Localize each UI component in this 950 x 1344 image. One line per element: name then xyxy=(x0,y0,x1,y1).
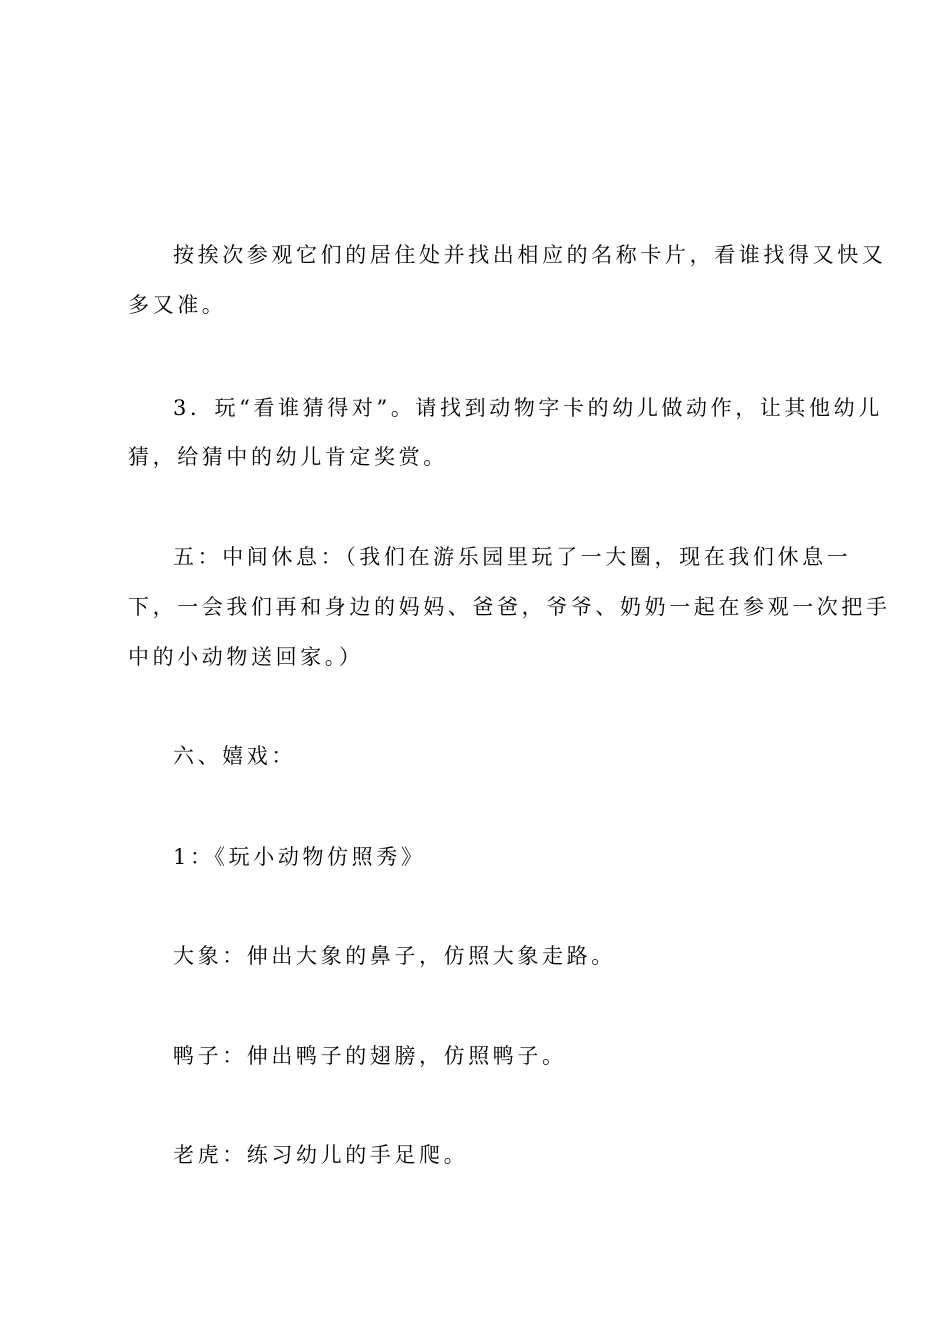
paragraph-6-line-1: 大象：伸出大象的鼻子，仿照大象走路。 xyxy=(173,944,616,968)
paragraph-3-line-3: 中的小动物送回家。） xyxy=(128,645,364,669)
paragraph-1-line-1: 按挨次参观它们的居住处并找出相应的名称卡片，看谁找得又快又 xyxy=(173,243,887,267)
paragraph-3-line-2: 下，一会我们再和身边的妈妈、爸爸，爷爷、奶奶一起在参观一次把手 xyxy=(128,595,891,619)
paragraph-4-line-1: 六、嬉戏： xyxy=(173,744,296,768)
paragraph-1-line-2: 多又准。 xyxy=(128,293,227,317)
paragraph-2-line-1: 3．玩“看谁猜得对”。请找到动物字卡的幼儿做动作，让其他幼儿 xyxy=(173,396,883,420)
paragraph-7-line-1: 鸭子：伸出鸭子的翅膀，仿照鸭子。 xyxy=(173,1044,567,1068)
paragraph-8-line-1: 老虎：练习幼儿的手足爬。 xyxy=(173,1143,469,1167)
paragraph-2-line-2: 猜，给猜中的幼儿肯定奖赏。 xyxy=(128,445,448,469)
paragraph-5-line-1: 1：《玩小动物仿照秀》 xyxy=(173,845,426,869)
paragraph-3-line-1: 五：中间休息：（我们在游乐园里玩了一大圈，现在我们休息一 xyxy=(173,545,852,569)
